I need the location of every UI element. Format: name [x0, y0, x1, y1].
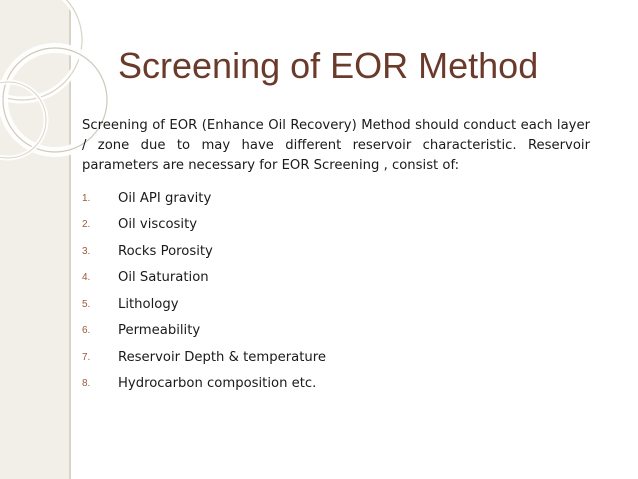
list-item	[82, 212, 326, 239]
list-item	[82, 291, 326, 318]
item-number: 1.	[82, 192, 91, 204]
item-label: Oil API gravity	[118, 190, 212, 206]
list-item	[82, 318, 326, 345]
item-label: Rocks Porosity	[118, 243, 213, 259]
parameter-list	[82, 185, 326, 397]
list-item	[82, 344, 326, 371]
item-number: 6.	[82, 325, 91, 337]
item-label: Reservoir Depth & temperature	[118, 349, 326, 365]
item-number: 4.	[82, 272, 91, 284]
list-item	[82, 371, 326, 398]
list-item	[82, 185, 326, 212]
item-label: Hydrocarbon composition etc.	[118, 376, 317, 392]
intro-paragraph: Screening of EOR (Enhance Oil Recovery) Method should conduct each layer / zone due to may have different reservoir characteristic. Reservoir parameters are necessary for EOR Screening , consist of:	[82, 118, 590, 173]
item-label: Oil Saturation	[118, 270, 209, 286]
item-number: 5.	[82, 298, 91, 310]
slide-title: Screening of EOR Method	[118, 45, 539, 86]
item-number: 2.	[82, 219, 91, 231]
list-item	[82, 238, 326, 265]
item-number: 3.	[82, 245, 91, 257]
item-number: 8.	[82, 378, 91, 390]
item-number: 7.	[82, 351, 91, 363]
item-label: Permeability	[118, 323, 201, 339]
list-item	[82, 265, 326, 292]
item-label: Lithology	[118, 296, 179, 312]
item-label: Oil viscosity	[118, 217, 198, 233]
